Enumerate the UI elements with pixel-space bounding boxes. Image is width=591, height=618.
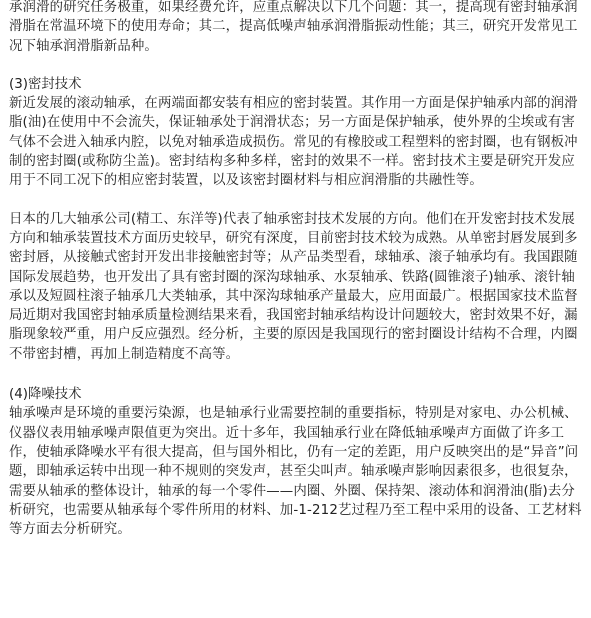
document-page (9, 0, 585, 539)
seal-paragraph-2: 日本的几大轴承公司(精工、东洋等)代表了轴承密封技术发展的方向。他们在开发密封技术发展方向和轴承装置技术方面历史较早，研究有深度，目前密封技术较为成熟。从单密封唇发展到多密封唇，从接触式密封开发出非接触密封等；从产品类型看，球轴承、滚子轴承均有。我国跟随国际发展趋势，也开发出了具有密封圈的深沟球轴承、水泵轴承、铁路(圆锥滚子)轴承、滚针轴承以及短圆柱滚子轴承几大类轴承，其中深沟球轴承产量最大，应用面最广。根据国家技术监督局近期对我国密封轴承质量检测结果来看，我国密封轴承结构设计问题较大，密封效果不好，漏脂现象较严重，用户反应强烈。经分析，主要的原因是我国现行的密封圈设计结构不合理，内圈不带密封槽，再加上制造精度不高等。 (9, 211, 578, 362)
spacer (9, 56, 585, 75)
section-heading-seal: (3)密封技术 (9, 76, 82, 92)
section-heading-noise: (4)降噪技术 (9, 387, 82, 403)
spacer (9, 364, 585, 385)
spacer (9, 191, 585, 210)
seal-paragraph-1: 新近发展的滚动轴承，在两端面都安装有相应的密封装置。其作用一方面是保护轴承内部的润滑脂(油)在使用中不会流失，保证轴承处于润滑状态；另一方面是保护轴承，使外界的尘埃或有害气体不会进入轴承内腔，以免对轴承造成损伤。常见的有橡胶或工程塑料的密封圈，也有钢板冲制的密封圈(或称防尘盖)。密封结构多种多样，密封的效果不一样。密封技术主要是研究开发应用于不同工况下的相应密封装置，以及该密封圈材料与相应润滑脂的共融性等。 (9, 96, 578, 189)
intro-paragraph: 承润滑的研究任务极重，如果经费允许，应重点解决以下几个问题：其一，提高现有密封轴承润滑脂在常温环境下的使用寿命；其二，提高低噪声轴承润滑脂振动性能；其三，研究开发常见工况下轴承润滑脂新品种。 (9, 0, 578, 54)
noise-paragraph-1: 轴承噪声是环境的重要污染源，也是轴承行业需要控制的重要指标，特别是对家电、办公机械、仪器仪表用轴承噪声限值更为突出。近十多年，我国轴承行业在降低轴承噪声方面做了许多工作，使轴承降噪水平有很大提高，但与国外相比，仍有一定的差距，用户反映突出的是“异音”问题，即轴承运转中出现一种不规则的突发声，甚至尖叫声。轴承噪声影响因素很多，也很复杂，需要从轴承的整体设计，轴承的每一个零件——内圈、外圈、保持架、滚动体和润滑油(脂)去分析研究，也需要从轴承每个零件所用的材料、加-1-212艺过程乃至工程中采用的设备、工艺材料等方面去分析研究。 (9, 406, 582, 538)
